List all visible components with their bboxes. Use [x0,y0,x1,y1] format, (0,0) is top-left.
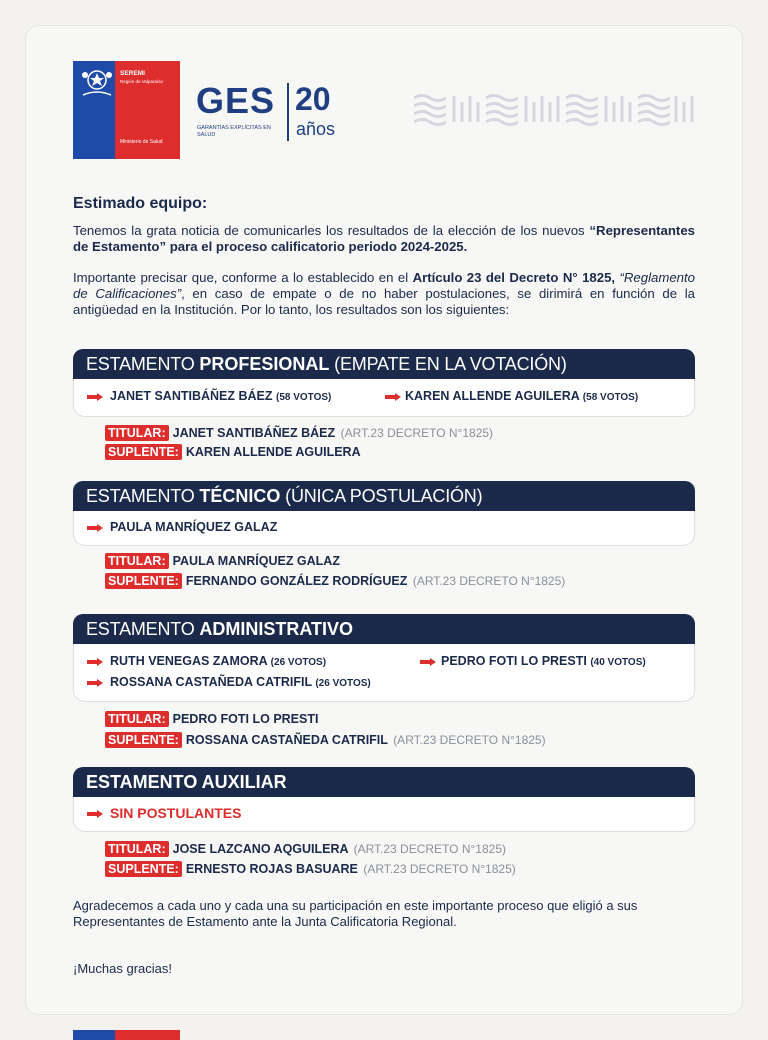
suplente-row: SUPLENTE: KAREN ALLENDE AGUILERA [105,444,361,461]
section-body-profesional [73,379,695,417]
candidate: PEDRO FOTI LO PRESTI (40 VOTOS) [441,654,646,668]
suplente-tag: SUPLENTE: [105,732,182,748]
farewell: ¡Muchas gracias! [73,961,172,976]
no-candidates-label: SIN POSTULANTES [110,805,242,821]
seremi-logo [73,61,180,159]
candidate: RUTH VENEGAS ZAMORA (26 VOTOS) [110,654,327,668]
candidate: KAREN ALLENDE AGUILERA (58 VOTOS) [405,389,639,403]
candidate: PAULA MANRÍQUEZ GALAZ [110,520,278,534]
section-header-auxiliar: ESTAMENTO AUXILIAR [73,767,695,797]
arrow-icon [87,524,103,532]
intro-paragraph-2: Importante precisar que, conforme a lo establecido en el Artículo 23 del Decreto N° 1825, “Reglamento de Calificaciones”, en caso de empate o de no haber postulaciones, se dirimirá en función de la antigüedad en la Institución. Por lo tanto, los resultados son los siguientes: [73,270,695,317]
suplente-tag: SUPLENTE: [105,444,182,460]
titular-tag: TITULAR: [105,553,169,569]
suplente-tag: SUPLENTE: [105,861,182,877]
seremi-region: Región de Valparaíso [120,79,163,84]
candidate: ROSSANA CASTAÑEDA CATRIFIL (26 VOTOS) [110,675,371,689]
seremi-ministry: Ministerio de Salud [120,139,163,145]
ges-text: GES [196,80,276,121]
suplente-row: SUPLENTE: FERNANDO GONZÁLEZ RODRÍGUEZ (ART.23 DECRETO N°1825) [105,573,565,590]
ges-subtitle: GARANTÍAS EXPLÍCITAS EN SALUD [197,125,271,138]
arrow-icon [87,679,103,687]
section-body-tecnico [73,511,695,546]
titular-row: TITULAR: JOSE LAZCANO AQGUILERA (ART.23 DECRETO N°1825) [105,841,506,858]
arrow-icon [87,393,103,401]
titular-tag: TITULAR: [105,711,169,727]
candidate: JANET SANTIBÁÑEZ BÁEZ (58 VOTOS) [110,389,332,403]
titular-tag: TITULAR: [105,425,169,441]
ges-number: 20 [295,81,331,117]
section-header-tecnico: ESTAMENTO TÉCNICO (ÚNICA POSTULACIÓN) [73,481,695,511]
suplente-row: SUPLENTE: ERNESTO ROJAS BASUARE (ART.23 DECRETO N°1825) [105,861,516,878]
greeting: Estimado equipo: [73,195,208,212]
section-body-administrativo [73,644,695,702]
intro-paragraph-1: Tenemos la grata noticia de comunicarles los resultados de la elección de los nuevos “Representantes de Estamento” para el proceso calificatorio periodo 2024-2025. [73,223,695,254]
chile-coat-of-arms-icon [77,65,117,101]
arrow-icon [385,393,401,401]
section-body-auxiliar [73,797,695,832]
suplente-tag: SUPLENTE: [105,573,182,589]
arrow-icon [420,658,436,666]
arrow-icon [87,810,103,818]
section-header-profesional: ESTAMENTO PROFESIONAL (EMPATE EN LA VOTACIÓN) [73,349,695,379]
seremi-title: SEREMI [120,70,145,77]
titular-row: TITULAR: JANET SANTIBÁÑEZ BÁEZ (ART.23 DECRETO N°1825) [105,425,493,442]
section-header-administrativo: ESTAMENTO ADMINISTRATIVO [73,614,695,644]
footer-flag [73,1030,180,1040]
ges-logo [196,80,336,139]
ges-years: años [296,119,336,139]
closing-paragraph: Agradecemos a cada uno y cada una su participación en este importante proceso que eligió a sus Representantes de Estamento ante la Junta Calificatoria Regional. [73,898,638,929]
suplente-row: SUPLENTE: ROSSANA CASTAÑEDA CATRIFIL (ART.23 DECRETO N°1825) [105,732,546,749]
decorative-pattern-icon [414,92,696,126]
titular-row: TITULAR: PEDRO FOTI LO PRESTI [105,711,318,728]
arrow-icon [87,658,103,666]
titular-row: TITULAR: PAULA MANRÍQUEZ GALAZ [105,553,340,570]
titular-tag: TITULAR: [105,841,169,857]
